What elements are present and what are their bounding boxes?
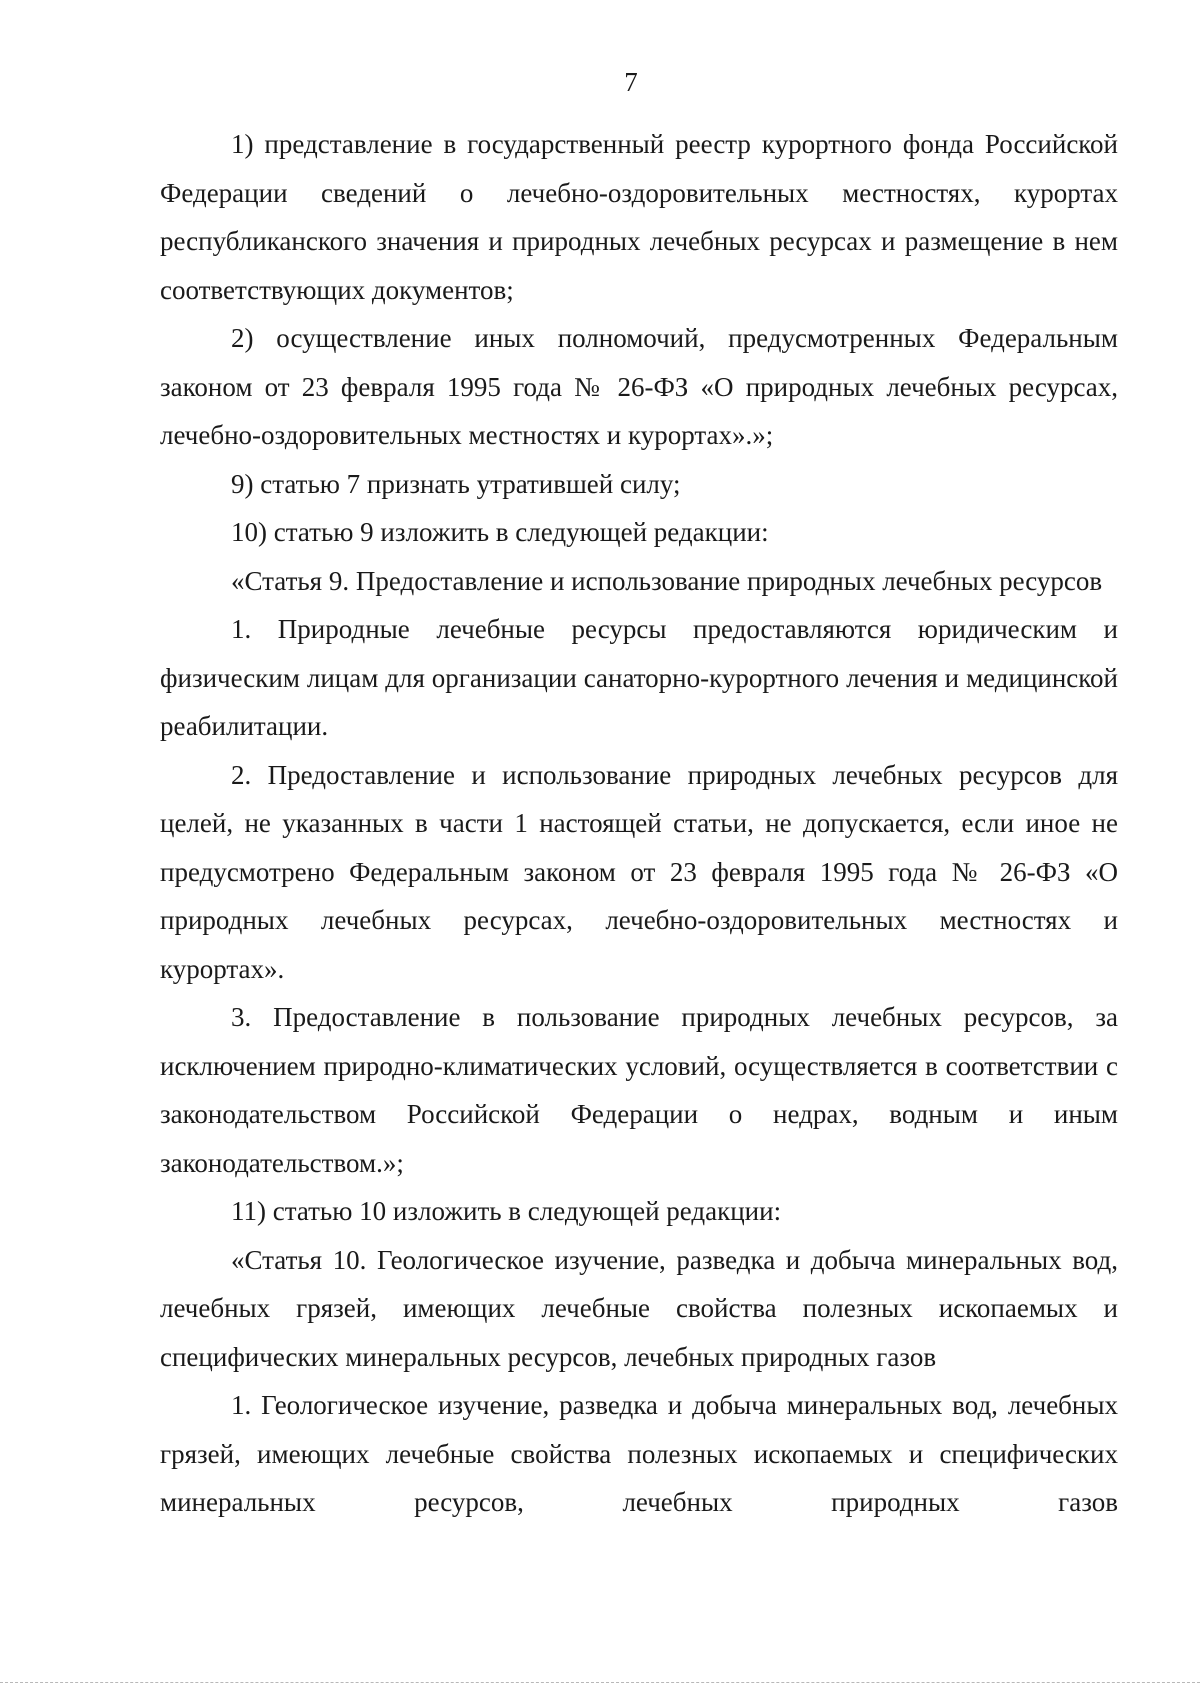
paragraph-other-powers: 2) осуществление иных полномочий, предусмотренных Федеральным законом от 23 февраля 1995 года № 26-ФЗ «О природных лечебных ресурсах, лечебно-оздоровительных местностях и курортах».»; bbox=[160, 323, 1118, 450]
paragraph-item-10: 10) статью 9 изложить в следующей редакции: bbox=[231, 517, 769, 547]
page-bottom-edge bbox=[0, 1682, 1200, 1683]
article-9-heading: «Статья 9. Предоставление и использование природных лечебных ресурсов bbox=[231, 565, 1103, 596]
document-body bbox=[160, 120, 1118, 1527]
article-9-part-1: 1. Природные лечебные ресурсы предоставляются юридическим и физическим лицам для организации санаторно-курортного лечения и медицинской реабилитации. bbox=[160, 614, 1118, 741]
paragraph-registry-submission: 1) представление в государственный реестр курортного фонда Российской Федерации сведений о лечебно-оздоровительных местностях, курортах республиканского значения и природных лечебных ресурсах и размещение в нем соответствующих документов; bbox=[160, 129, 1118, 305]
article-9-part-3: 3. Предоставление в пользование природных лечебных ресурсов, за исключением природно-климатических условий, осуществляется в соответствии с законодательством Российской Федерации о недрах, водным и иным законодательством.»; bbox=[160, 1002, 1118, 1178]
paragraph-item-9: 9) статью 7 признать утратившей силу; bbox=[231, 468, 681, 499]
article-10-part-1: 1. Геологическое изучение, разведка и добыча минеральных вод, лечебных грязей, имеющих лечебные свойства полезных ископаемых и специфических минеральных ресурсов, лечебных природных газов bbox=[160, 1390, 1118, 1517]
article-10-heading: «Статья 10. Геологическое изучение, разведка и добыча минеральных вод, лечебных грязей, имеющих лечебные свойства полезных ископаемых и специфических минеральных ресурсов, лечебных природных газов bbox=[160, 1244, 1118, 1372]
page-number: 7 bbox=[624, 67, 638, 97]
paragraph-item-11: 11) статью 10 изложить в следующей редакции: bbox=[231, 1196, 782, 1226]
article-9-part-2: 2. Предоставление и использование природных лечебных ресурсов для целей, не указанных в части 1 настоящей статьи, не допускается, если иное не предусмотрено Федеральным законом от 23 февраля 1995 года № 26-ФЗ «О природных лечебных ресурсах, лечебно-оздоровительных местностях и курортах». bbox=[160, 759, 1118, 984]
